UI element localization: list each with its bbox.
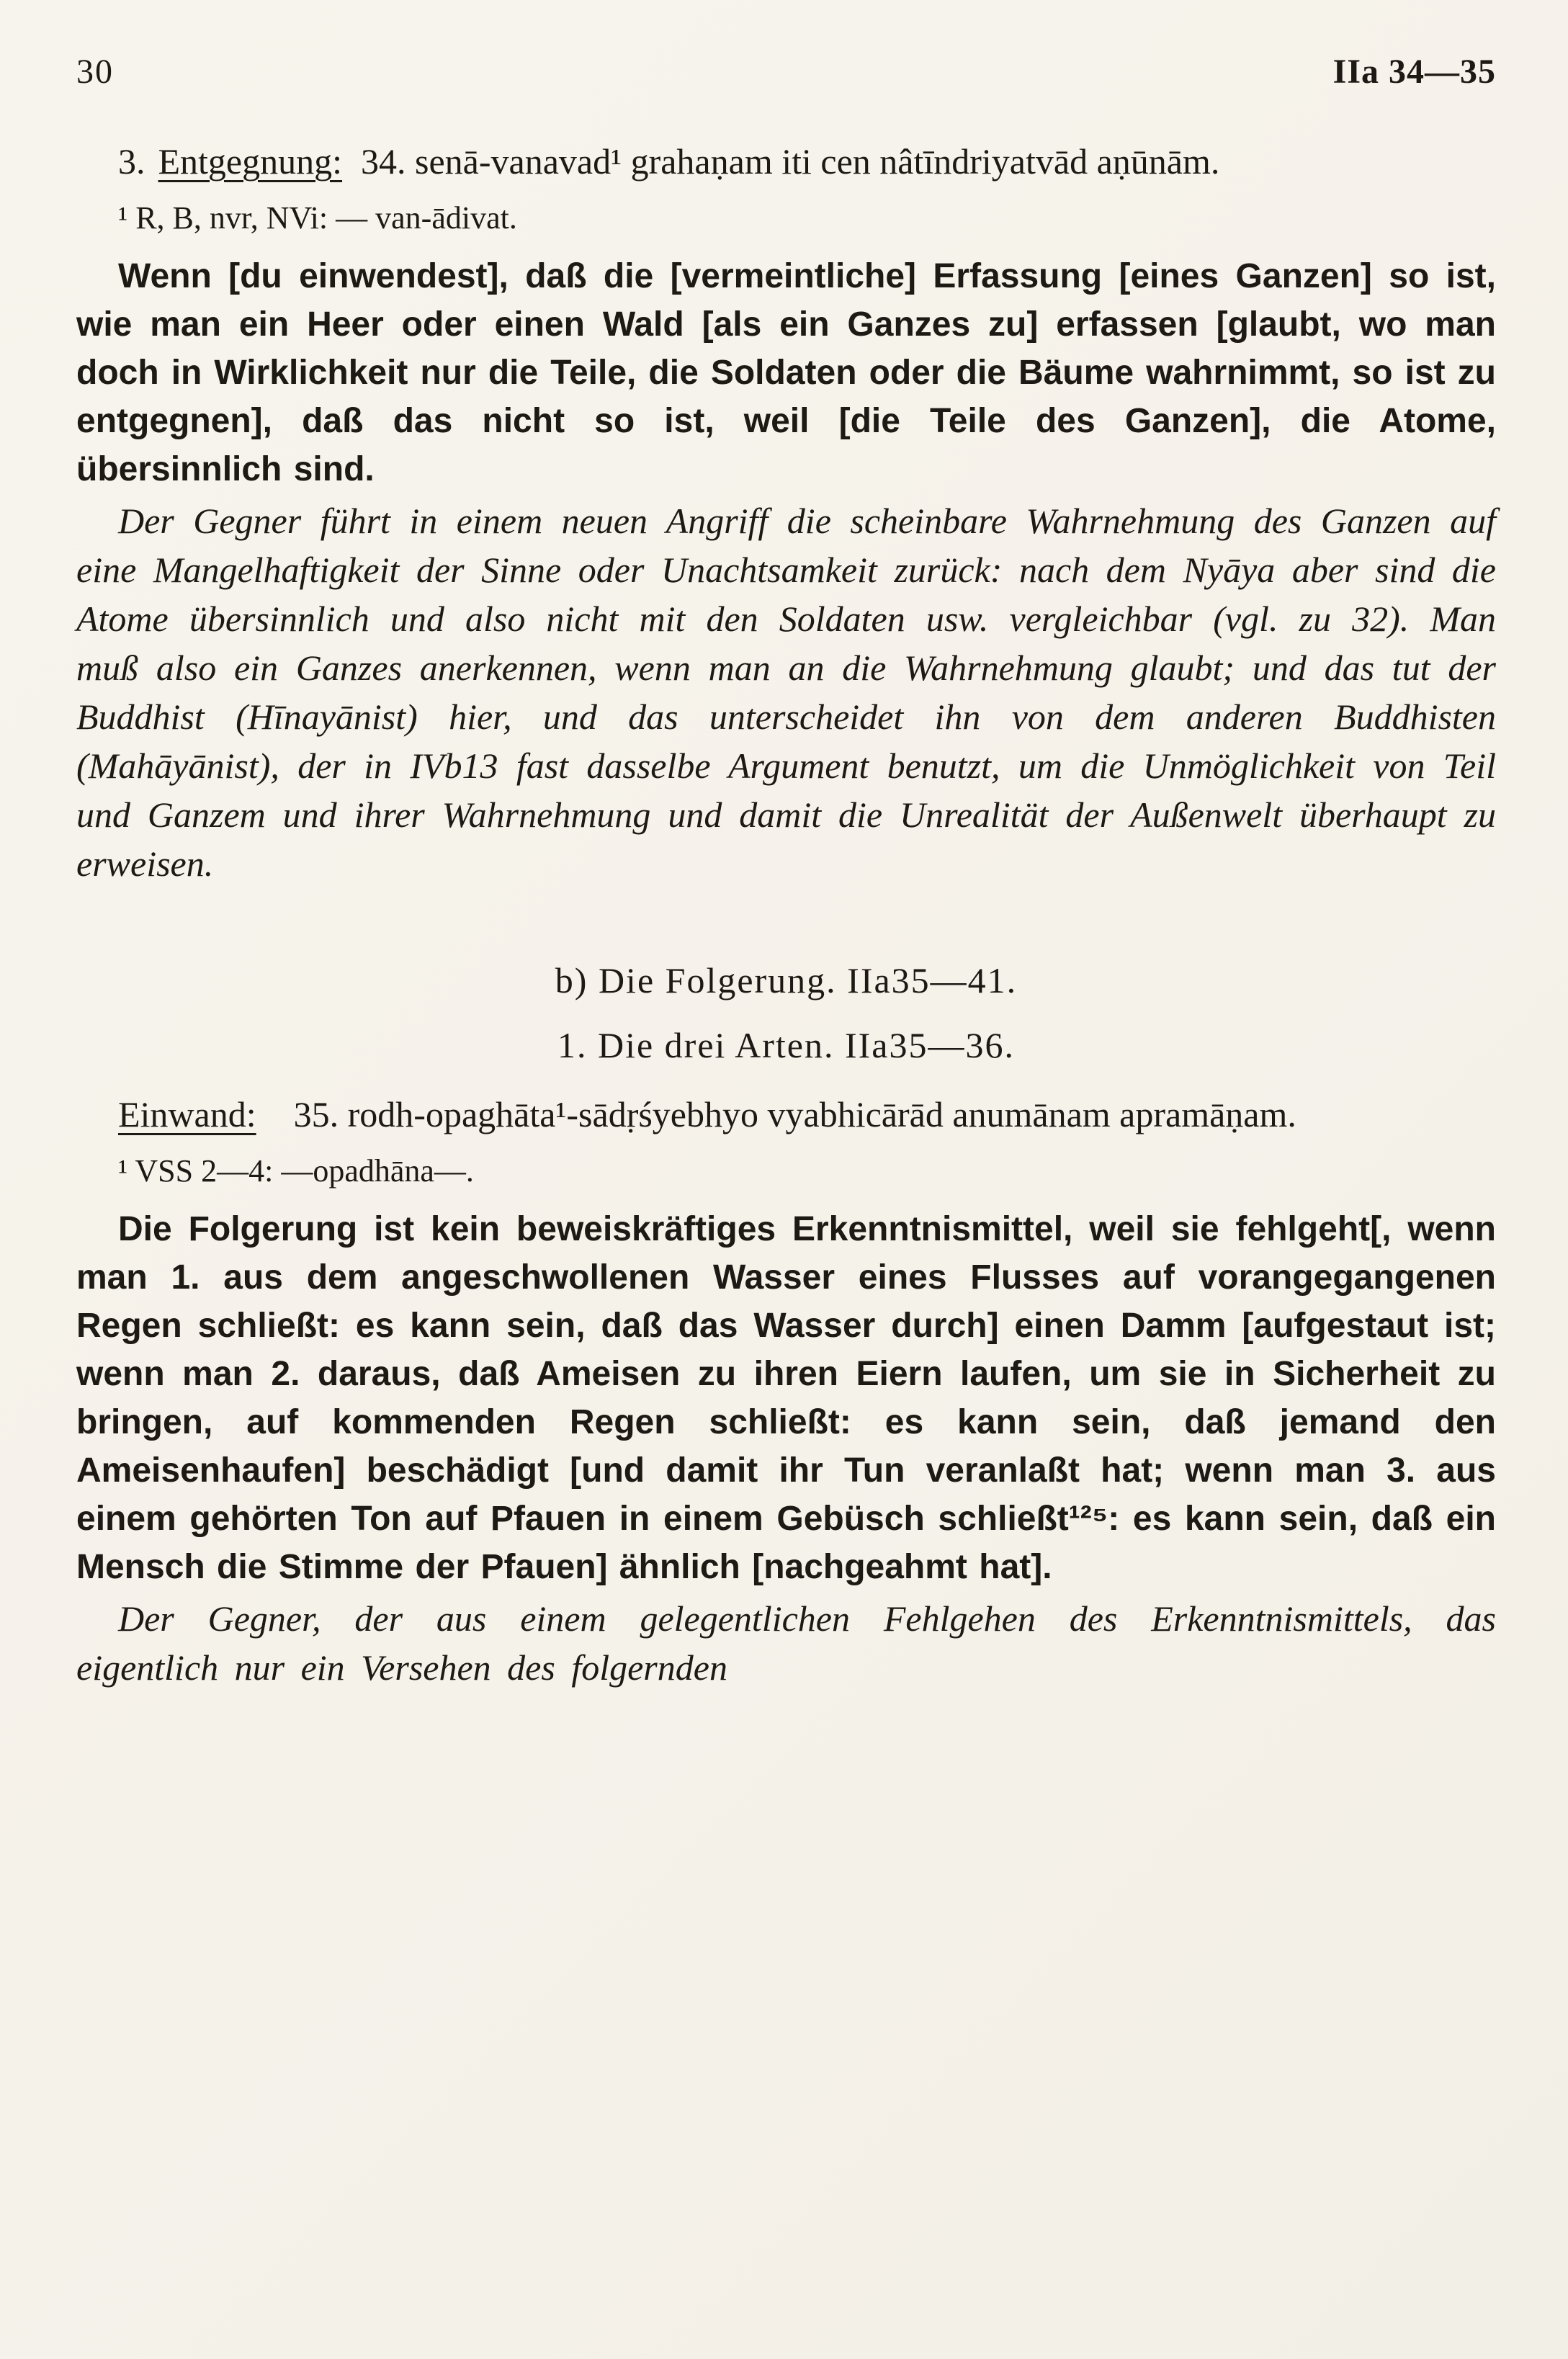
translation-sutra-35: Die Folgerung ist kein beweiskräftiges Erkenntnismittel, weil sie fehlgeht[, wenn man 1. aus dem angeschwollenen Wasser eines Flusses auf vorangegangenen Regen schließt: es kann sein, daß das Wasser durch] einen Damm [aufgestaut ist; wenn man 2. daraus, daß Ameisen zu ihren Eiern laufen, um sie in Sicherheit zu bringen, auf kommenden Regen schließt: es kann sein, daß jemand den Ameisenhaufen] beschädigt [und damit ihr Tun veranlaßt hat; wenn man 3. aus einem gehörten Ton auf Pfauen in einem Gebüsch schließt¹²⁵: es kann sein, daß ein Mensch die Stimme der Pfauen] ähnlich [nachgeahmt hat].	[76, 1210, 1496, 1586]
sutra-34-paragraph	[76, 137, 1496, 186]
sutra-35-label: Einwand:	[118, 1094, 256, 1134]
sutra-34-label: Entgegnung:	[158, 141, 343, 182]
subsection-heading-die-drei-arten: 1. Die drei Arten. IIa35—36.	[557, 1025, 1015, 1065]
page-number: 30	[76, 53, 114, 91]
running-header	[76, 52, 1496, 92]
translation-sutra-34: Wenn [du einwendest], daß die [vermeintliche] Erfassung [eines Ganzen] so ist, wie man ein Heer oder einen Wald [als ein Ganzes zu] erfassen [glaubt, wo man doch in Wirklichkeit nur die Teile, die Soldaten oder die Bäume wahrnimmt, so ist zu entgegnen], daß das nicht so ist, weil [die Teile des Ganzen], die Atome, übersinnlich sind.	[76, 257, 1496, 488]
sutra-34-number: 3.	[118, 141, 145, 182]
sutra-35-paragraph	[76, 1090, 1496, 1139]
footnote-1: ¹ R, B, nvr, NVi: — van-ādivat.	[118, 200, 517, 236]
sutra-35-text: 35. rodh-opaghāta¹-sādṛśyebhyo vyabhicārād anumānam apramāṇam.	[293, 1094, 1296, 1134]
page-body	[76, 137, 1496, 1692]
commentary-sutra-34: Der Gegner führt in einem neuen Angriff die scheinbare Wahrnehmung des Ganzen auf eine Mangelhaftigkeit der Sinne oder Unachtsamkeit zurück: nach dem Nyāya aber sind die Atome übersinnlich und also nicht mit den Soldaten usw. vergleichbar (vgl. zu 32). Man muß also ein Ganzes anerkennen, wenn man an die Wahrnehmung glaubt; und das tut der Buddhist (Hīnayānist) hier, und das unterscheidet ihn von dem anderen Buddhisten (Mahāyānist), der in IVb13 fast dasselbe Argument benutzt, um die Unmöglichkeit von Teil und Ganzem und ihrer Wahrnehmung und damit die Unrealität der Außenwelt überhaupt zu erweisen.	[76, 501, 1496, 884]
footnote-2: ¹ VSS 2—4: —opadhāna—.	[118, 1153, 474, 1189]
section-reference: IIa 34—35	[1332, 53, 1496, 91]
commentary-sutra-35: Der Gegner, der aus einem gelegentlichen Fehlgehen des Erkenntnismittels, das eigentlich nur ein Versehen des folgernden	[76, 1598, 1496, 1688]
section-heading-die-folgerung: b) Die Folgerung. IIa35—41.	[555, 960, 1018, 1001]
sutra-34-text: 34. senā-vanavad¹ grahaṇam iti cen nâtīndriyatvād aṇūnām.	[361, 141, 1220, 182]
